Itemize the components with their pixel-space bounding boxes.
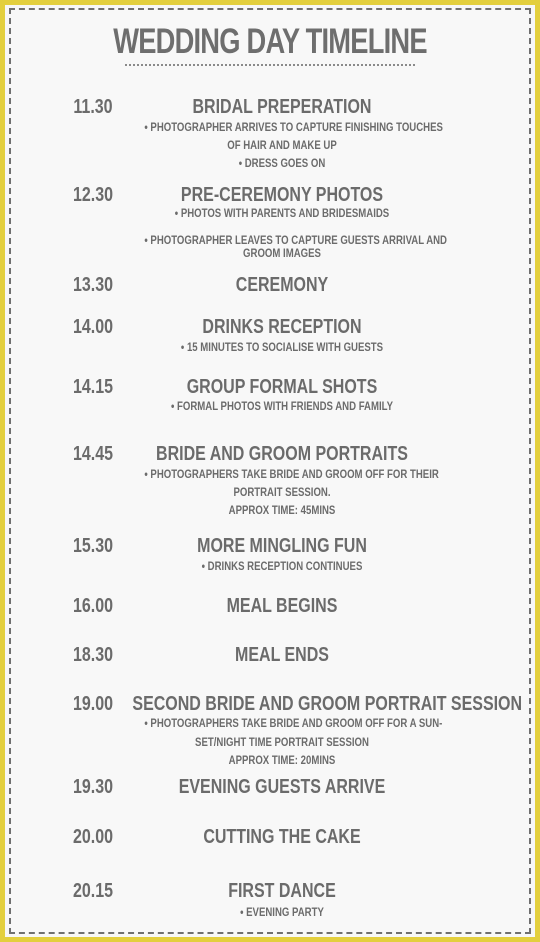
entry-time: 18.30 — [72, 644, 114, 666]
entry-note: GROOM IMAGES — [243, 246, 321, 260]
entry-note: • PHOTOGRAPHERS TAKE BRIDE AND GROOM OFF FOR THEIR — [144, 467, 439, 481]
entry-title: MEAL BEGINS — [226, 595, 338, 617]
entry-time: 20.00 — [72, 826, 114, 848]
entry-time: 14.15 — [72, 376, 114, 398]
entry-title: DRINKS RECEPTION — [202, 316, 362, 338]
entry-note: • 15 MINUTES TO SOCIALISE WITH GUESTS — [180, 340, 384, 354]
entry-time: 14.45 — [72, 443, 114, 465]
entry-note: OF HAIR AND MAKE UP — [227, 138, 337, 152]
entry-note: • PHOTOGRAPHER LEAVES TO CAPTURE GUESTS ARRIVAL AND — [144, 233, 447, 247]
entry-time: 13.30 — [72, 274, 114, 296]
entry-note: PORTRAIT SESSION. — [233, 485, 331, 499]
entry-note: APPROX TIME: 20MINS — [228, 753, 336, 767]
entry-title: BRIDAL PREPERATION — [192, 96, 372, 118]
entry-note: SET/NIGHT TIME PORTRAIT SESSION — [195, 735, 369, 749]
title-underline — [125, 64, 415, 66]
entry-note: • DRINKS RECEPTION CONTINUES — [201, 559, 363, 573]
entry-title: SECOND BRIDE AND GROOM PORTRAIT SESSION — [132, 693, 523, 715]
entry-title: GROUP FORMAL SHOTS — [186, 376, 378, 398]
entry-note: • DRESS GOES ON — [238, 156, 326, 170]
entry-title: EVENING GUESTS ARRIVE — [178, 776, 386, 798]
entry-note: APPROX TIME: 45MINS — [228, 503, 336, 517]
entry-title: CUTTING THE CAKE — [203, 826, 361, 848]
entry-title: FIRST DANCE — [228, 880, 336, 902]
entry-title: MORE MINGLING FUN — [197, 535, 367, 557]
entry-title: PRE-CEREMONY PHOTOS — [180, 184, 384, 206]
entry-time: 19.00 — [72, 693, 114, 715]
entry-title: CEREMONY — [235, 274, 329, 296]
entry-title: BRIDE AND GROOM PORTRAITS — [156, 443, 408, 465]
entry-time: 16.00 — [72, 595, 114, 617]
entry-note: • PHOTOS WITH PARENTS AND BRIDESMAIDS — [174, 206, 390, 220]
entry-time: 15.30 — [72, 535, 114, 557]
entry-time: 19.30 — [72, 776, 114, 798]
entry-title: MEAL ENDS — [235, 644, 329, 666]
entry-note: • FORMAL PHOTOS WITH FRIENDS AND FAMILY — [170, 399, 394, 413]
page-title: WEDDING DAY TIMELINE — [113, 22, 427, 61]
entry-time: 12.30 — [72, 184, 114, 206]
entry-note: • PHOTOGRAPHER ARRIVES TO CAPTURE FINISHING TOUCHES — [144, 120, 443, 134]
entry-time: 11.30 — [73, 96, 113, 118]
entry-time: 20.15 — [72, 880, 114, 902]
entry-note: • EVENING PARTY — [240, 905, 324, 919]
entry-time: 14.00 — [72, 316, 114, 338]
entry-note: • PHOTOGRAPHERS TAKE BRIDE AND GROOM OFF FOR A SUN- — [144, 716, 443, 730]
